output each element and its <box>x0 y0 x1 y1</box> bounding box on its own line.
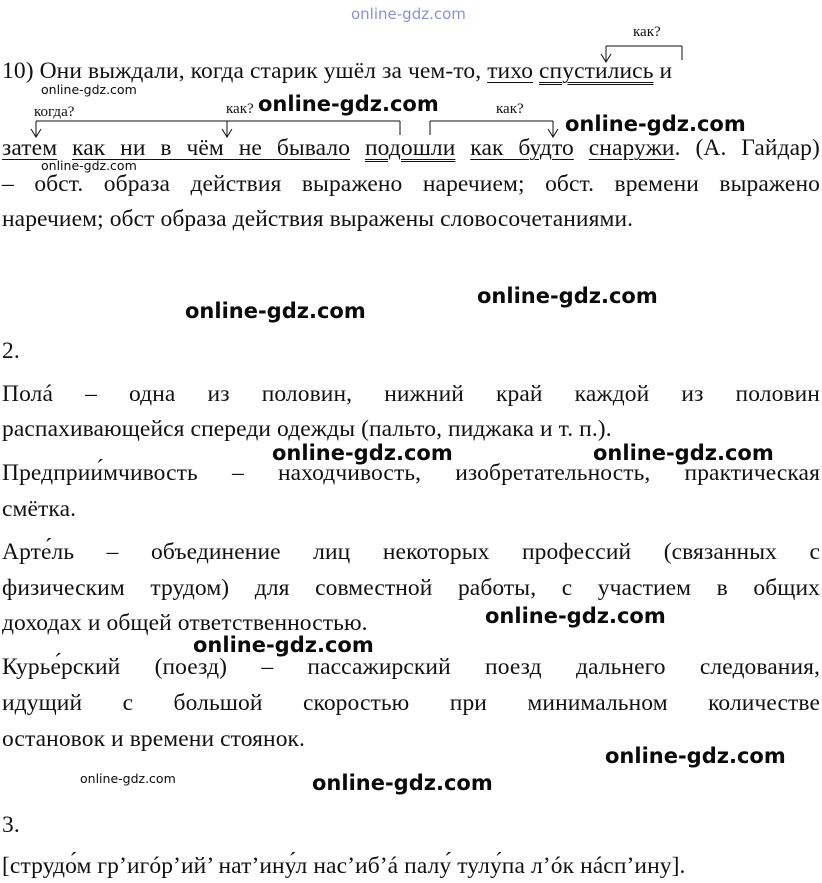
watermark-8: online-gdz.com <box>593 441 774 465</box>
definition-kurerskiy-line-1: Курье́рский (поезд) – пассажирский поезд дальнего следования, <box>2 654 820 680</box>
definition-predpriimchivost-line-2: смётка. <box>2 496 77 522</box>
definition-pola-line-1: Полá – одна из половин, нижний край каждой из половин <box>2 381 820 407</box>
watermark-12: online-gdz.com <box>80 771 176 786</box>
word-tiho: тихо <box>487 58 534 84</box>
definition-artel-line-3: доходах и общей ответственностью. <box>2 610 368 636</box>
definition-pola-line-2: распахивающейся спереди одежды (пальто, пиджака и т. п.). <box>2 416 612 442</box>
question-label-kak-1: как? <box>633 24 661 40</box>
watermark-6: online-gdz.com <box>185 299 366 323</box>
watermark-top: online-gdz.com <box>351 5 466 23</box>
watermark-10: online-gdz.com <box>193 633 374 657</box>
explanation-line-2: наречием; обст образа действия выражены словосочетаниями. <box>2 206 634 232</box>
watermark-4: online-gdz.com <box>41 158 137 173</box>
question-label-kogda: когда? <box>34 104 75 120</box>
definition-kurerskiy-line-2: идущий с большой скоростью при минимальном количестве <box>2 690 820 716</box>
definition-artel-line-1: Арте́ль – объединение лиц некоторых профессий (связанных с <box>2 539 820 565</box>
watermark-9: online-gdz.com <box>485 604 666 628</box>
word-zatem: затем <box>2 135 58 161</box>
watermark-5: online-gdz.com <box>477 284 658 308</box>
watermark-13: online-gdz.com <box>312 771 493 795</box>
definition-kurerskiy-line-3: остановок и времени стоянок. <box>2 726 306 752</box>
section-3-number: 3. <box>2 812 20 838</box>
word-kak-budto: как будто <box>470 135 574 161</box>
word-podoshli: подошли <box>364 135 456 161</box>
definition-artel-line-2: физическим трудом) для совместной работы, с участием в общих <box>2 575 820 601</box>
watermark-7: online-gdz.com <box>272 441 453 465</box>
explanation-line-1: – обст. образа действия выражено наречием; обст. времени выражено <box>2 171 820 197</box>
author-citation: . (А. Гайдар) <box>674 135 820 161</box>
question-label-kak-3: как? <box>496 101 524 117</box>
watermark-3: online-gdz.com <box>565 112 746 136</box>
watermark-1: online-gdz.com <box>41 82 137 97</box>
section-2-number: 2. <box>2 338 20 364</box>
question-label-kak-2: как? <box>226 101 254 117</box>
phonetic-transcription: [струдо́м гр’игóр’ий’ нат’ину́л нас’иб’á палу́ тулу́па л’óк нáсп’ину]. <box>2 853 686 879</box>
watermark-11: online-gdz.com <box>605 744 786 768</box>
sentence-prefix: 10) Они выждали, когда старик ушёл за чем-то, <box>2 58 488 84</box>
word-kak-ni-v-chem: как ни в чём не бывало <box>72 135 351 161</box>
word-spustilis: спустились <box>539 58 654 84</box>
sentence-line-1: 10) Они выждали, когда старик ушёл за чем-то, тихо спустились и <box>2 58 673 84</box>
watermark-2: online-gdz.com <box>258 92 439 116</box>
word-snaruzhi: снаружи <box>588 135 675 161</box>
definition-predpriimchivost-line-1: Предприи́мчивость – находчивость, изобретательность, практическая <box>2 460 820 486</box>
